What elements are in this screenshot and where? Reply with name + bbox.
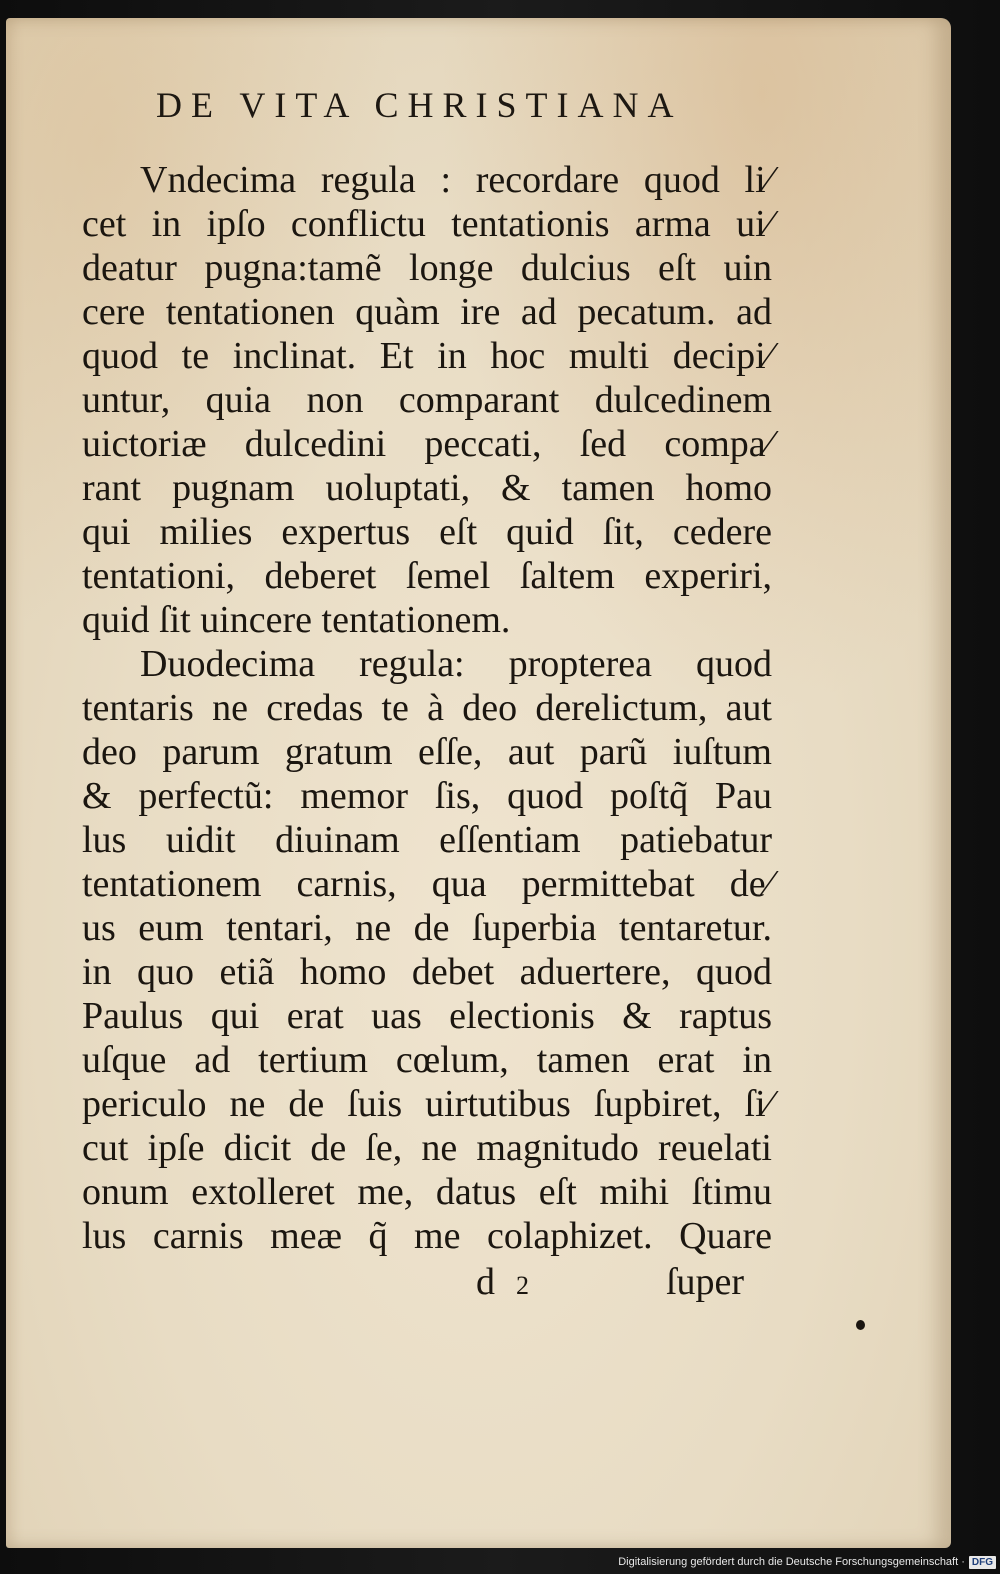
text-line: in quo etiã homo debet aduertere, quod [82,951,772,993]
text-line: Paulus qui erat uas electionis & raptus [82,995,772,1037]
text-line: untur, quia non comparant dulcedinem [82,379,772,421]
signature-mark: d [476,1261,495,1303]
text-line: deo parum gratum eſſe, aut parũ iuſtum [82,731,772,773]
text-line: lus uidit diuinam eſſentiam patiebatur [82,819,772,861]
digitization-credit [618,1553,996,1571]
text-line: cet in ipſo conflictu tentationis arma ui⁄ [82,203,772,245]
text-line: periculo ne de ſuis uirtutibus ſupbiret, ſi⁄ [82,1083,772,1125]
text-line: tentationem carnis, qua permittebat de⁄ [82,863,772,905]
dfg-logo: DFG [969,1556,996,1569]
text-line: cut ipſe dicit de ſe, ne magnitudo reuelati [82,1127,772,1169]
text-line: tentaris ne credas te à deo derelictum, aut [82,687,772,729]
catchword: ſuper [666,1261,745,1303]
text-line: quid ſit uincere tentationem. [82,599,511,641]
text-line: uſque ad tertium cœlum, tamen erat in [82,1039,772,1081]
running-head: DE VITA CHRISTIANA [156,85,683,125]
text-line: Vndecima regula : recordare quod li⁄ [140,159,772,201]
text-line: cere tentationen quàm ire ad pecatum. ad [82,291,772,333]
text-line: lus carnis meæ q̃ me colaphizet. Quare [82,1215,772,1257]
book-page [6,18,951,1548]
text-line: rant pugnam uoluptati, & tamen homo [82,467,772,509]
page-footer-line [476,1260,744,1304]
credit-text: Digitalisierung gefördert durch die Deutsche Forschungsgemeinschaft · [618,1556,965,1568]
text-line: tentationi, deberet ſemel ſaltem experiri, [82,555,772,597]
ink-dot [856,1320,865,1330]
text-line: & perfectũ: memor ſis, quod poſtq̃ Pau [82,775,772,817]
text-line: Duodecima regula: propterea quod [140,643,772,685]
text-line: quod te inclinat. Et in hoc multi decipi⁄ [82,335,772,377]
text-line: qui milies expertus eſt quid ſit, cedere [82,511,772,553]
signature-number: 2 [516,1271,529,1300]
text-line: us eum tentari, ne de ſuperbia tentaretur. [82,907,772,949]
text-line: onum extolleret me, datus eſt mihi ſtimu [82,1171,772,1213]
text-line: uictoriæ dulcedini peccati, ſed compa⁄ [82,423,772,465]
body-text [82,158,772,1258]
text-line: deatur pugna:tamẽ longe dulcius eſt uin [82,247,772,289]
